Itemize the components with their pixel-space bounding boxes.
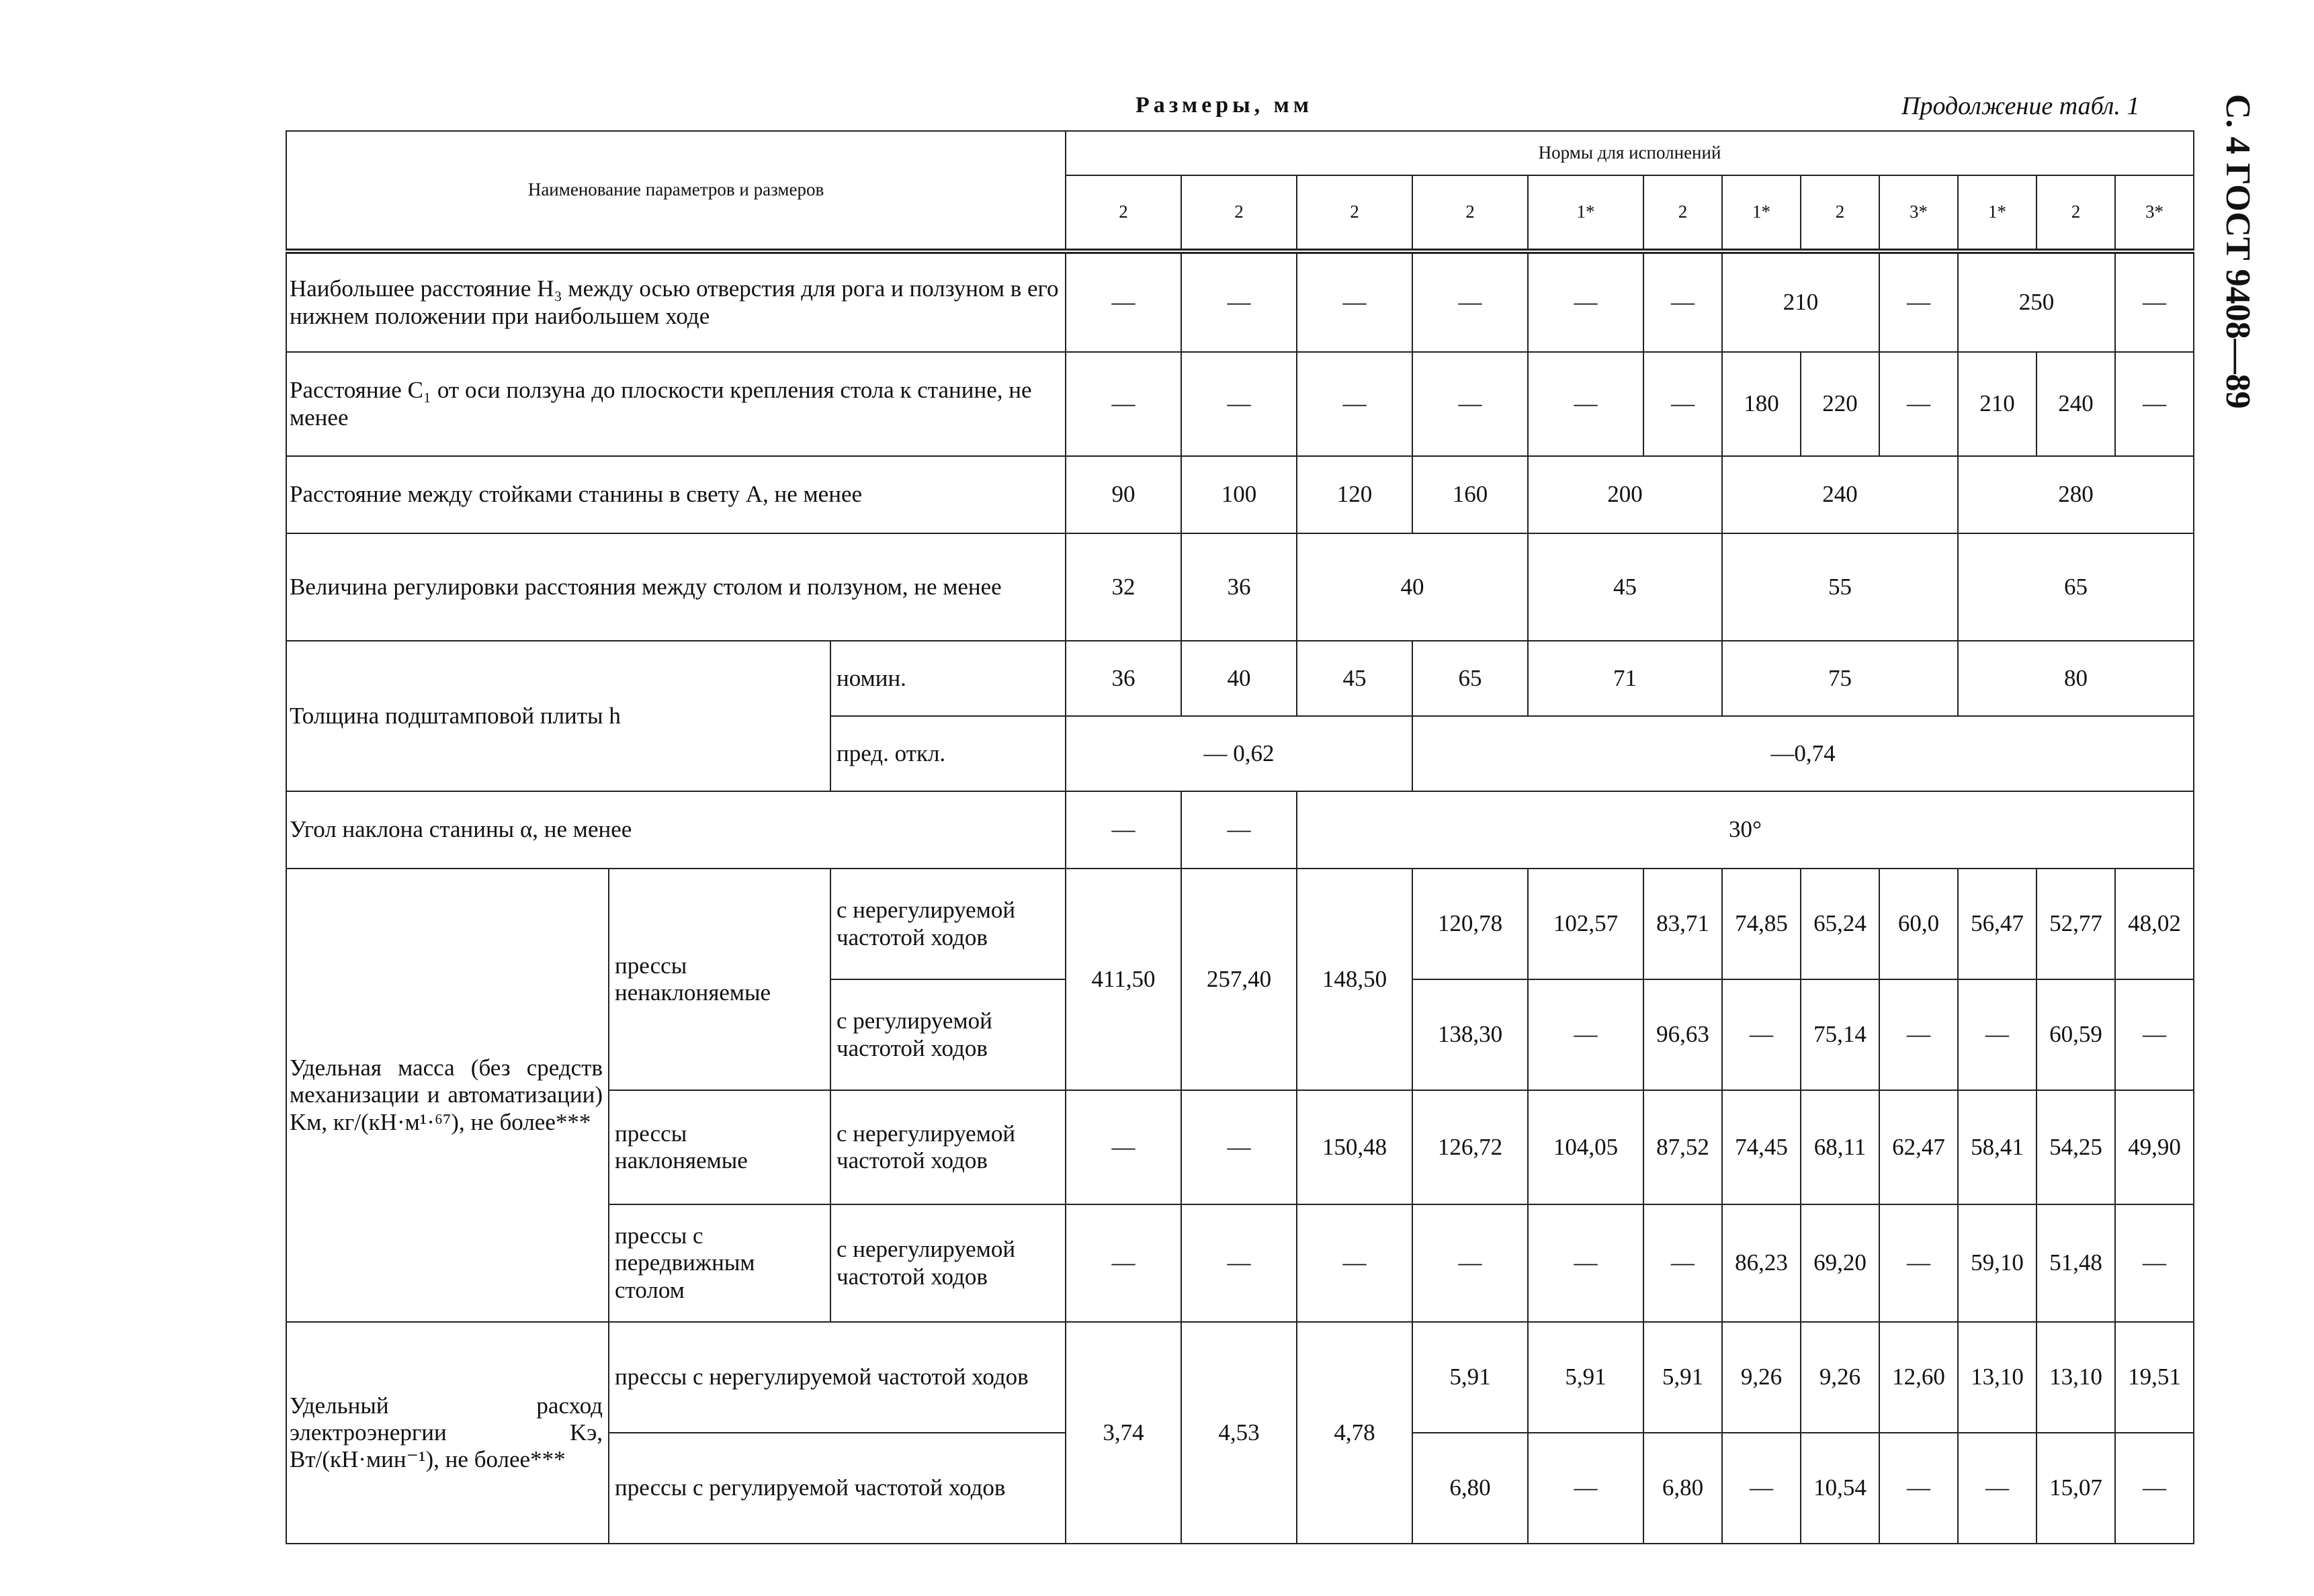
table-cell: — (1297, 251, 1412, 352)
table-cell: 13,10 (2037, 1322, 2115, 1433)
table-cell: 138,30 (1412, 979, 1528, 1090)
table-cell: 51,48 (2037, 1204, 2115, 1322)
sub-label-nominal: номин. (830, 641, 1066, 716)
row-name-a: Расстояние между стойками станины в свету A, не менее (286, 456, 1066, 533)
standard-code-text: С. 4 ГОСТ 9408—89 (2219, 94, 2257, 409)
table-cell: 83,71 (1643, 869, 1722, 979)
exec-header: 2 (1181, 175, 1297, 251)
table-cell: 74,85 (1722, 869, 1801, 979)
group-label-tilting: прессы наклоняемые (609, 1090, 830, 1204)
table-cell: 19,51 (2115, 1322, 2194, 1433)
table-cell: — (1528, 251, 1643, 352)
table-cell: 48,02 (2115, 869, 2194, 979)
table-cell: — (1412, 1204, 1528, 1322)
table-cell: 120 (1297, 456, 1412, 533)
sub-label-nonregulated: с нерегулируемой частотой ходов (830, 869, 1066, 979)
table-cell: — (1722, 1433, 1801, 1544)
table-cell: 180 (1722, 352, 1801, 456)
exec-header: 2 (1643, 175, 1722, 251)
table-cell: — (1297, 352, 1412, 456)
table-cell: — (1528, 1433, 1643, 1544)
table-cell: — (1879, 1204, 1958, 1322)
table-cell: 5,91 (1412, 1322, 1528, 1433)
row-name-c1: Расстояние C₁ от оси ползуна до плоскости крепления стола к станине, не менее (286, 352, 1066, 456)
table-cell: 80 (1958, 641, 2194, 716)
table-cell: — (1181, 352, 1297, 456)
table-cell: 126,72 (1412, 1090, 1528, 1204)
table-cell: — (1066, 352, 1181, 456)
table-cell: 58,41 (1958, 1090, 2037, 1204)
table-cell: 36 (1066, 641, 1181, 716)
table-cell: 32 (1066, 533, 1181, 641)
table-cell: 40 (1181, 641, 1297, 716)
table-cell: 250 (1958, 251, 2115, 352)
table-cell: — (1528, 352, 1643, 456)
table-cell: 210 (1722, 251, 1879, 352)
table-cell: 5,91 (1528, 1322, 1643, 1433)
table-cell: 150,48 (1297, 1090, 1412, 1204)
table-cell: 4,53 (1181, 1322, 1297, 1544)
row-name-adjustment: Величина регулировки расстояния между столом и ползуном, не менее (286, 533, 1066, 641)
table-cell: — (2115, 1433, 2194, 1544)
table-cell: 75 (1722, 641, 1958, 716)
row-name-angle: Угол наклона станины α, не менее (286, 791, 1066, 869)
table-cell: 200 (1528, 456, 1722, 533)
spec-table (286, 130, 2194, 1544)
table-cell: — (2115, 352, 2194, 456)
sub-label-nonregulated: прессы с нерегулируемой частотой ходов (609, 1322, 1066, 1433)
table-cell: 220 (1801, 352, 1879, 456)
table-row (286, 456, 2194, 533)
table-cell: 120,78 (1412, 869, 1528, 979)
exec-header: 3* (1879, 175, 1958, 251)
table-cell: 5,91 (1643, 1322, 1722, 1433)
norms-header: Нормы для исполнений (1066, 131, 2194, 175)
table-cell: 65 (1412, 641, 1528, 716)
table-cell: 240 (2037, 352, 2115, 456)
table-cell: 6,80 (1643, 1433, 1722, 1544)
sub-label-regulated: с регулируемой частотой ходов (830, 979, 1066, 1090)
param-header: Наименование параметров и размеров (286, 131, 1066, 251)
table-cell: 90 (1066, 456, 1181, 533)
table-cell: — (1297, 1204, 1412, 1322)
table-cell: 4,78 (1297, 1322, 1412, 1544)
table-cell: 86,23 (1722, 1204, 1801, 1322)
table-row (286, 869, 2194, 979)
sub-label-nonregulated: с нерегулируемой частотой ходов (830, 1204, 1066, 1322)
row-name-h3: Наибольшее расстояние H₃ между осью отверстия для рога и ползуном в его нижнем положении при наибольшем ходе (286, 251, 1066, 352)
table-cell: 12,60 (1879, 1322, 1958, 1433)
table-cell: 45 (1528, 533, 1722, 641)
table-cell: 49,90 (2115, 1090, 2194, 1204)
exec-header: 3* (2115, 175, 2194, 251)
table-cell: — (1879, 251, 1958, 352)
table-cell: 68,11 (1801, 1090, 1879, 1204)
exec-header: 2 (1801, 175, 1879, 251)
table-cell: 6,80 (1412, 1433, 1528, 1544)
table-cell: — (1643, 352, 1722, 456)
table-cell: 71 (1528, 641, 1722, 716)
table-cell: 36 (1181, 533, 1297, 641)
table-cell: — (2115, 1204, 2194, 1322)
table-cell: — (1643, 251, 1722, 352)
table-cell: 52,77 (2037, 869, 2115, 979)
table-cell: — (1528, 1204, 1643, 1322)
table-cell: — (1722, 979, 1801, 1090)
table-cell: 30° (1297, 791, 2194, 869)
row-name-plate: Толщина подштамповой плиты h (286, 641, 830, 791)
table-cell: 9,26 (1801, 1322, 1879, 1433)
table-cell: 74,45 (1722, 1090, 1801, 1204)
table-cell: — (1412, 251, 1528, 352)
table-cell: — (1412, 352, 1528, 456)
row-name-energy: Удельный расход электроэнергии Kэ, Вт/(кН·мин⁻¹), не более*** (286, 1322, 609, 1544)
table-cell: 280 (1958, 456, 2194, 533)
exec-header: 2 (1297, 175, 1412, 251)
table-cell: 15,07 (2037, 1433, 2115, 1544)
table-cell: 56,47 (1958, 869, 2037, 979)
table-cell: — (1181, 791, 1297, 869)
table-cell: 96,63 (1643, 979, 1722, 1090)
exec-header: 1* (1528, 175, 1643, 251)
row-name-mass: Удельная масса (без средств механизации и автоматизации) Kм, кг/(кН·м¹·⁶⁷), не более*** (286, 869, 609, 1322)
table-row (286, 641, 2194, 716)
table-cell: 148,50 (1297, 869, 1412, 1090)
table-cell: —0,74 (1412, 716, 2194, 791)
table-cell: 160 (1412, 456, 1528, 533)
sub-label-tolerance: пред. откл. (830, 716, 1066, 791)
group-label-nontilting: прессы ненаклоняемые (609, 869, 830, 1090)
table-cell: 411,50 (1066, 869, 1181, 1090)
table-cell: 102,57 (1528, 869, 1643, 979)
table-cell: — (1879, 1433, 1958, 1544)
table-row (286, 1322, 2194, 1433)
group-label-moving-table: прессы с передвижным столом (609, 1204, 830, 1322)
table-cell: 3,74 (1066, 1322, 1181, 1544)
table-cell: — (1181, 1090, 1297, 1204)
table-cell: — 0,62 (1066, 716, 1412, 791)
table-cell: 65,24 (1801, 869, 1879, 979)
table-cell: 210 (1958, 352, 2037, 456)
table-cell: — (1066, 251, 1181, 352)
table-cell: — (2115, 979, 2194, 1090)
header-row (286, 131, 2194, 175)
table-cell: 257,40 (1181, 869, 1297, 1090)
table-cell: 60,0 (1879, 869, 1958, 979)
table-cell: 60,59 (2037, 979, 2115, 1090)
table-cell: — (1181, 1204, 1297, 1322)
table-continuation-label: Продолжение табл. 1 (1901, 92, 2140, 120)
table-cell: — (1958, 979, 2037, 1090)
table-row (286, 251, 2194, 352)
table-cell: — (1528, 979, 1643, 1090)
table-cell: 9,26 (1722, 1322, 1801, 1433)
exec-header: 2 (1066, 175, 1181, 251)
table-cell: 55 (1722, 533, 1958, 641)
table-cell: 45 (1297, 641, 1412, 716)
table-cell: 40 (1297, 533, 1528, 641)
table-cell: 62,47 (1879, 1090, 1958, 1204)
table-row (286, 791, 2194, 869)
table-row (286, 533, 2194, 641)
table-cell: 59,10 (1958, 1204, 2037, 1322)
table-cell: 104,05 (1528, 1090, 1643, 1204)
table-cell: — (2115, 251, 2194, 352)
table-cell: 13,10 (1958, 1322, 2037, 1433)
exec-header: 1* (1722, 175, 1801, 251)
table-row (286, 352, 2194, 456)
table-cell: — (1066, 1204, 1181, 1322)
table-cell: 87,52 (1643, 1090, 1722, 1204)
table-cell: — (1066, 791, 1181, 869)
table-cell: — (1879, 979, 1958, 1090)
table-cell: — (1958, 1433, 2037, 1544)
table-cell: 100 (1181, 456, 1297, 533)
table-cell: 54,25 (2037, 1090, 2115, 1204)
table-cell: 75,14 (1801, 979, 1879, 1090)
table-cell: — (1066, 1090, 1181, 1204)
exec-header: 1* (1958, 175, 2037, 251)
table-cell: — (1643, 1204, 1722, 1322)
table-cell: 65 (1958, 533, 2194, 641)
table-cell: 240 (1722, 456, 1958, 533)
dimensions-caption: Размеры, мм (1135, 93, 1313, 118)
table-cell: 69,20 (1801, 1204, 1879, 1322)
standard-code-vertical (2217, 94, 2258, 409)
table-cell: 10,54 (1801, 1433, 1879, 1544)
sub-label-nonregulated: с нерегулируемой частотой ходов (830, 1090, 1066, 1204)
sub-label-regulated: прессы с регулируемой частотой ходов (609, 1433, 1066, 1544)
exec-header: 2 (1412, 175, 1528, 251)
table-cell: — (1879, 352, 1958, 456)
table-cell: — (1181, 251, 1297, 352)
exec-header: 2 (2037, 175, 2115, 251)
